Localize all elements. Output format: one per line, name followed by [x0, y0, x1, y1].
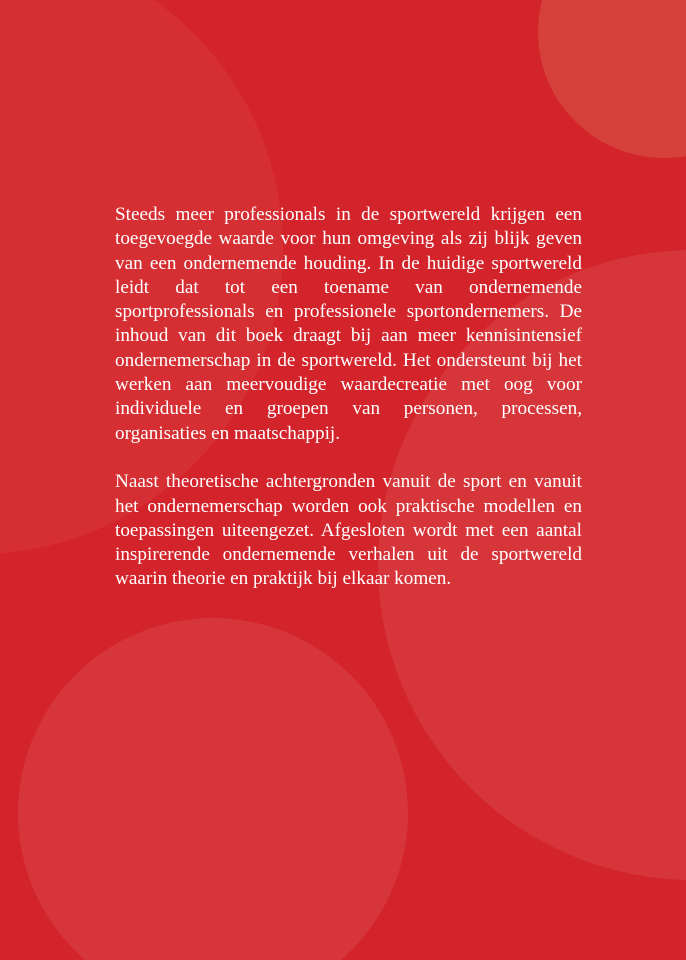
decorative-circle-top-right	[538, 0, 686, 158]
blurb-paragraph-2: Naast theoretische achtergronden vanuit de sport en vanuit het ondernemerschap worden ook praktische modellen en toepassingen uiteengezet. Afgesloten wordt met een aantal inspirerende ondernemende verhalen uit de sportwereld waarin theorie en praktijk bij elkaar komen.	[115, 471, 582, 590]
blurb-text	[115, 203, 582, 592]
blurb-paragraph-1: Steeds meer professionals in de sportwereld krijgen een toegevoegde waarde voor hun omgeving als zij blijk geven van een ondernemende houding. In de huidige sportwereld leidt dat tot een toename van ondernemende sportprofessionals en professionele sportondernemers. De inhoud van dit boek draagt bij aan meer kennisintensief ondernemerschap in de sportwereld. Het ondersteunt bij het werken aan meervoudige waardecreatie met oog voor individuele en groepen van personen, processen, organisaties en maatschappij.	[115, 204, 582, 444]
decorative-circle-bottom-left	[18, 618, 408, 960]
